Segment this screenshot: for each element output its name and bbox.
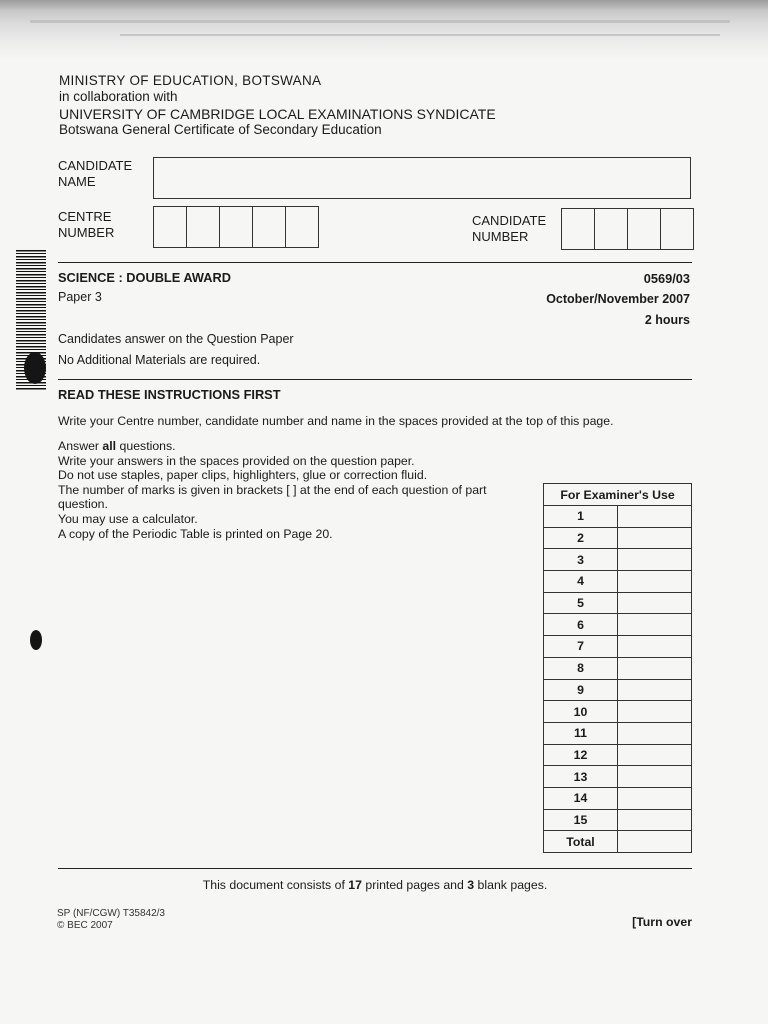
turn-over-note: [Turn over (632, 915, 692, 929)
document-reference: SP (NF/CGW) T35842/3 (57, 908, 165, 919)
syllabus-code: 0569/03 (643, 271, 690, 286)
table-row: 13 (544, 766, 692, 788)
table-row: 14 (544, 787, 692, 809)
mark-cell[interactable] (618, 722, 692, 744)
divider (58, 262, 692, 263)
table-row: 7 (544, 636, 692, 658)
certificate-heading: Botswana General Certificate of Secondary Education (59, 122, 382, 137)
answer-note: Candidates answer on the Question Paper (58, 332, 294, 346)
table-row: 1 (544, 506, 692, 528)
collaboration-text: in collaboration with (59, 89, 178, 104)
divider (58, 868, 692, 869)
mark-cell[interactable] (618, 701, 692, 723)
table-row: 9 (544, 679, 692, 701)
table-row: 8 (544, 657, 692, 679)
table-row: Total (544, 831, 692, 853)
mark-cell[interactable] (618, 636, 692, 658)
table-row: 3 (544, 549, 692, 571)
table-row: 15 (544, 809, 692, 831)
punch-hole (24, 352, 46, 384)
mark-cell[interactable] (618, 809, 692, 831)
punch-hole (30, 630, 42, 650)
instruction-line: Write your Centre number, candidate number and name in the spaces provided at the top of this page. (58, 414, 614, 428)
candidate-name-label: CANDIDATE NAME (58, 158, 133, 189)
mark-cell[interactable] (618, 571, 692, 593)
centre-number-field[interactable] (153, 206, 319, 248)
table-row: 11 (544, 722, 692, 744)
mark-cell[interactable] (618, 592, 692, 614)
table-row: 10 (544, 701, 692, 723)
mark-cell[interactable] (618, 506, 692, 528)
instructions-heading: READ THESE INSTRUCTIONS FIRST (58, 387, 281, 402)
candidate-number-label: CANDIDATE NUMBER (472, 213, 547, 244)
table-row: 12 (544, 744, 692, 766)
mark-cell[interactable] (618, 527, 692, 549)
mark-cell[interactable] (618, 657, 692, 679)
table-row: 4 (544, 571, 692, 593)
exam-duration: 2 hours (644, 313, 690, 327)
ministry-heading: MINISTRY OF EDUCATION, BOTSWANA (59, 73, 322, 88)
instructions-list: Answer all questions. Write your answers in the spaces provided on the question paper. Do not use staples, paper clips, highlighters, glue or correction fluid. The number of marks is given in brackets [ ] at the end of each question of part question. You may use a calculator. A copy of the Periodic Table is printed on Page 20. (58, 439, 487, 541)
examiner-table (543, 483, 692, 853)
paper-number: Paper 3 (58, 290, 102, 304)
mark-cell[interactable] (618, 787, 692, 809)
candidate-name-field[interactable] (153, 157, 691, 199)
mark-cell[interactable] (618, 679, 692, 701)
scan-top-shadow (0, 0, 768, 60)
scan-streak (120, 34, 720, 36)
centre-number-label: CENTRE NUMBER (58, 209, 115, 240)
exam-session: October/November 2007 (546, 292, 690, 306)
mark-cell[interactable] (618, 831, 692, 853)
syndicate-heading: UNIVERSITY OF CAMBRIDGE LOCAL EXAMINATIONS SYNDICATE (59, 106, 496, 122)
subject-title: SCIENCE : DOUBLE AWARD (58, 270, 232, 285)
candidate-number-field[interactable] (561, 208, 694, 250)
mark-cell[interactable] (618, 549, 692, 571)
table-row: 2 (544, 527, 692, 549)
mark-cell[interactable] (618, 614, 692, 636)
materials-note: No Additional Materials are required. (58, 353, 261, 367)
table-row: 6 (544, 614, 692, 636)
table-row: 5 (544, 592, 692, 614)
divider (58, 379, 692, 380)
copyright-text: © BEC 2007 (57, 920, 113, 931)
mark-cell[interactable] (618, 744, 692, 766)
scan-streak (30, 20, 730, 23)
mark-cell[interactable] (618, 766, 692, 788)
examiner-table-title: For Examiner's Use (544, 484, 692, 506)
page-count-note: This document consists of 17 printed pages and 3 blank pages. (202, 878, 548, 892)
